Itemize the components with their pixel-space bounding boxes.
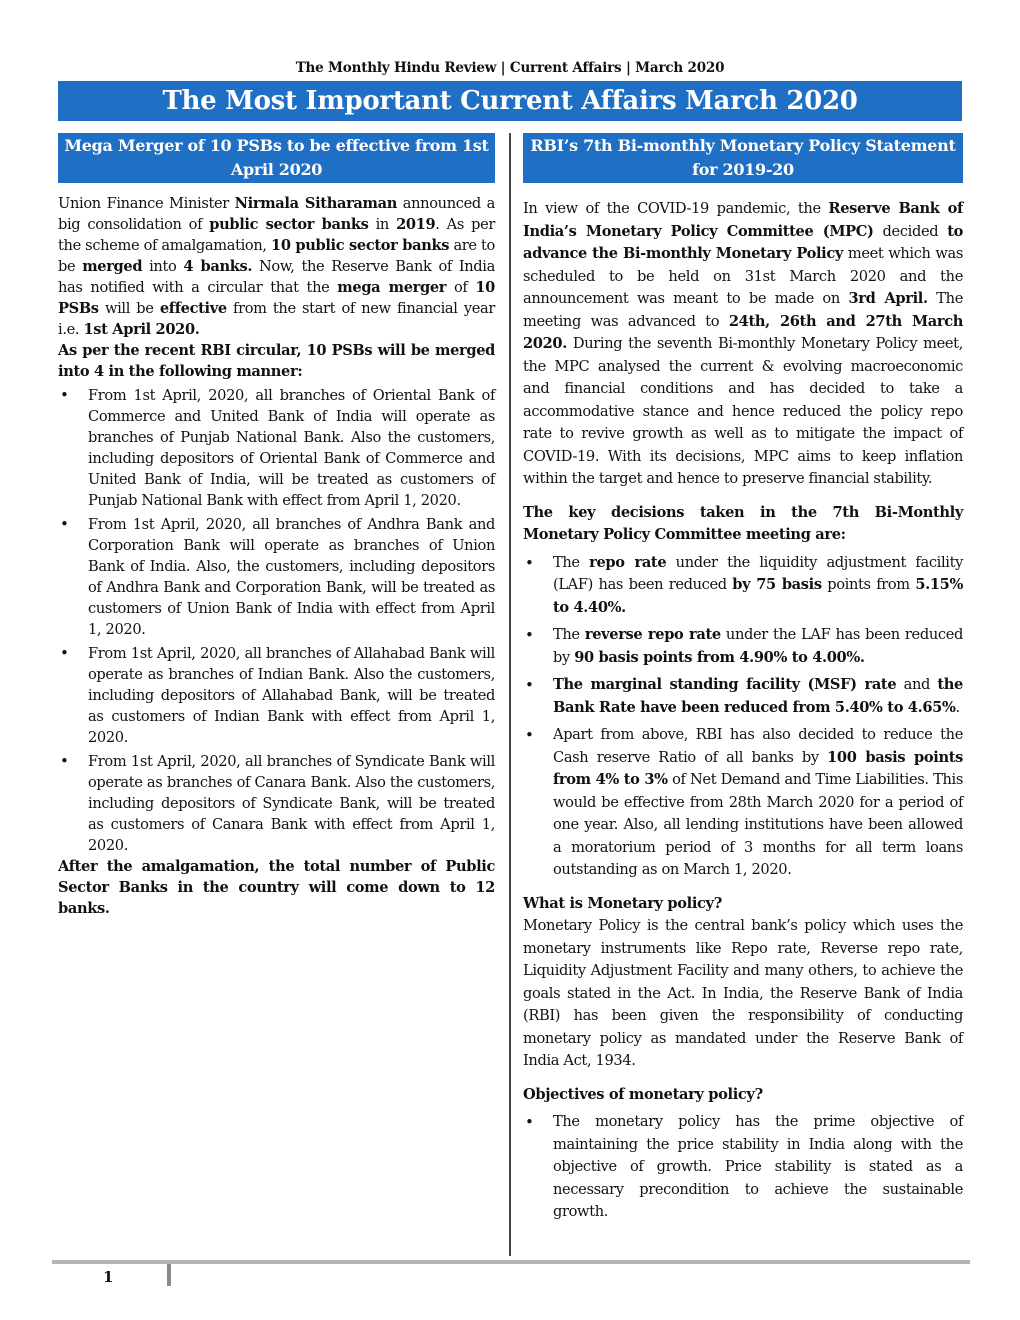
- text-run: Union Finance Minister: [58, 195, 235, 212]
- text-run: Now, the Reserve Bank of India has notified with a circular that the: [58, 258, 495, 296]
- text-run: .: [955, 698, 960, 716]
- running-head: The Monthly Hindu Review | Current Affairs | March 2020: [295, 60, 725, 76]
- bold-run: 5.15% to 4.40%.: [553, 576, 963, 616]
- text-run: under the LAF has been reduced by: [553, 626, 963, 666]
- text-run: In view of the COVID-19 pandemic, the: [523, 200, 829, 217]
- list-item: [523, 1111, 963, 1224]
- text-run: into: [142, 258, 184, 275]
- bold-run: mega merger: [337, 279, 447, 296]
- text-run: decided: [873, 222, 948, 240]
- list-item: [58, 643, 495, 748]
- text-run: of: [446, 279, 476, 296]
- bold-run: by 75 basis: [732, 576, 822, 593]
- text-run: . As per the scheme of amalgamation,: [58, 216, 496, 254]
- bold-run: Nirmala Sitharaman: [234, 195, 397, 212]
- text-run: The: [553, 553, 590, 571]
- bold-run: 90 basis points from 4.90% to 4.00%.: [574, 648, 865, 666]
- page-title: The Most Important Current Affairs March 2020: [58, 81, 962, 121]
- bold-run: to advance the Bi-monthly Monetary Policy: [523, 222, 963, 262]
- text-run: The meeting was advanced to: [523, 290, 964, 330]
- text-run: in: [368, 216, 397, 233]
- bold-run: The marginal standing facility (MSF) rate: [553, 676, 897, 693]
- text-run: The monetary policy has the prime objective of maintaining the price stability in India along with the objective of growth. Price stability is stated as a necessary precondition to achieve the sustainable growth.: [553, 1113, 963, 1220]
- bold-run: 4 banks.: [183, 258, 253, 275]
- right-column: [523, 133, 963, 1224]
- column-divider: [509, 133, 511, 1256]
- list-item: [523, 674, 963, 719]
- footer-tick: [167, 1264, 171, 1286]
- footer-rule: [52, 1260, 970, 1264]
- list-item: [523, 724, 963, 882]
- merger-section-heading: Mega Merger of 10 PSBs to be effective from 1st April 2020: [58, 133, 495, 183]
- bold-run: the Bank Rate have been reduced from 5.40% to 4.65%: [553, 676, 963, 716]
- bold-run: Reserve Bank of India’s Monetary Policy Committee (MPC): [523, 200, 963, 240]
- bold-run: repo rate: [589, 553, 667, 571]
- merger-subheading: As per the recent RBI circular, 10 PSBs will be merged into 4 in the following manner:: [58, 342, 495, 380]
- merger-closing: After the amalgamation, the total number of Public Sector Banks in the country will come down to 12 banks.: [58, 858, 495, 917]
- bold-run: 10 PSBs: [58, 279, 495, 317]
- text-run: and: [896, 676, 938, 693]
- merger-list: [58, 385, 495, 856]
- decisions-list: [523, 552, 963, 882]
- merger-intro: [58, 193, 495, 340]
- list-item: [58, 385, 495, 511]
- list-item: [523, 624, 963, 669]
- list-item: [58, 751, 495, 856]
- page-number: 1: [103, 1268, 114, 1286]
- monetary-text: Monetary Policy is the central bank’s policy which uses the monetary instruments like Repo rate, Reverse repo rate, Liquidity Adjustment Facility and many others, to achieve the goals stated in the Act. In India, the Reserve Bank of India (RBI) has been given the responsibility of conducting monetary policy as mandated under the Reserve Bank of India Act, 1934.: [523, 917, 963, 1069]
- bold-run: 10 public sector banks: [271, 237, 450, 254]
- bold-run: reverse repo rate: [584, 626, 721, 643]
- list-item: [523, 552, 963, 620]
- bold-run: 2019: [396, 216, 436, 233]
- text-run: From 1st April, 2020, all branches of Syndicate Bank will operate as branches of Canara Bank. Also the customers, including depositors of Syndicate Bank, will be treated as customers of Canara Bank with effect from April 1, 2020.: [88, 753, 495, 854]
- bold-run: 1st April 2020.: [83, 321, 200, 338]
- text-run: points from: [821, 576, 916, 593]
- list-item: [58, 514, 495, 640]
- policy-intro: [523, 198, 963, 491]
- monetary-heading: What is Monetary policy?: [523, 894, 722, 912]
- objectives-heading: Objectives of monetary policy?: [523, 1085, 763, 1103]
- text-run: During the seventh Bi-monthly Monetary Policy meet, the MPC analysed the current & evolving macroeconomic and financial conditions and has decided to take a accommodative stance and hence reduced the policy repo rate to revive growth as well as to mitigate the impact of COVID-19. With its decisions, MPC aims to keep inflation within the target and hence to preserve financial stability.: [523, 335, 963, 487]
- left-column: [58, 133, 495, 919]
- bold-run: 24th, 26th and 27th March 2020.: [523, 312, 963, 352]
- text-run: From 1st April, 2020, all branches of Andhra Bank and Corporation Bank will operate as branches of Union Bank of India. Also, the customers, including depositors of Andhra Bank and Corporation Bank, will be treated as customers of Union Bank of India with effect from April 1, 2020.: [88, 516, 495, 638]
- text-run: The: [553, 626, 585, 643]
- text-run: Apart from above, RBI has also decided to reduce the Cash reserve Ratio of all banks by: [553, 726, 963, 766]
- bold-run: 100 basis points from 4% to 3%: [553, 748, 963, 788]
- bold-run: merged: [82, 258, 143, 275]
- objectives-list: [523, 1111, 963, 1224]
- bold-run: effective: [159, 300, 227, 317]
- policy-section-heading: RBI’s 7th Bi-monthly Monetary Policy Statement for 2019-20: [523, 133, 963, 183]
- text-run: of Net Demand and Time Liabilities. This would be effective from 28th March 2020 for a period of one year. Also, all lending institutions have been allowed a moratorium period of 3 months for all term loans outstanding as on March 1, 2020.: [553, 771, 963, 878]
- bold-run: public sector banks: [209, 216, 369, 233]
- decisions-heading: The key decisions taken in the 7th Bi-Monthly Monetary Policy Committee meeting are:: [523, 503, 963, 543]
- text-run: meet which was scheduled to be held on 31st March 2020 and the announcement was meant to be made on: [523, 245, 963, 307]
- bold-run: 3rd April.: [848, 290, 928, 307]
- text-run: will be: [98, 300, 160, 317]
- text-run: announced a big consolidation of: [58, 195, 496, 233]
- text-run: under the liquidity adjustment facility (LAF) has been reduced: [553, 553, 964, 593]
- text-run: are to be: [58, 237, 495, 275]
- text-run: from the start of new financial year i.e.: [58, 300, 495, 338]
- text-run: From 1st April, 2020, all branches of Oriental Bank of Commerce and United Bank of India will operate as branches of Punjab National Bank. Also the customers, including depositors of Oriental Bank of Commerce and United Bank of India, will be treated as customers of Punjab National Bank with effect from April 1, 2020.: [88, 387, 495, 509]
- text-run: From 1st April, 2020, all branches of Allahabad Bank will operate as branches of Indian Bank. Also the customers, including depositors of Allahabad Bank, will be treated as customers of Indian Bank with effect from April 1, 2020.: [88, 645, 495, 746]
